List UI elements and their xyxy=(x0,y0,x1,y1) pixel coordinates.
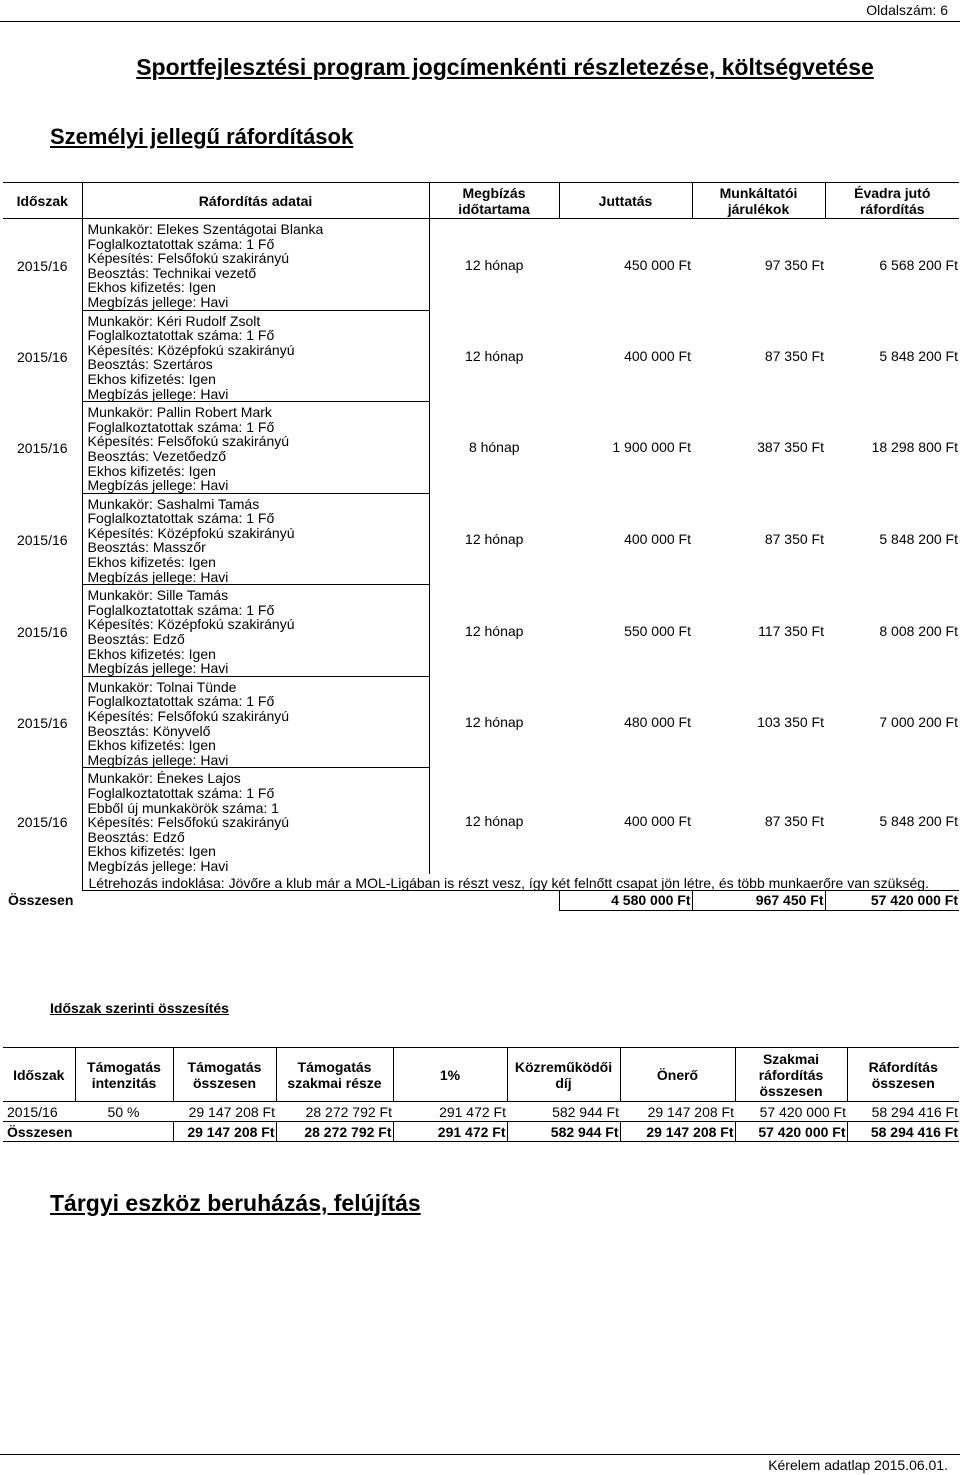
row-period: 2015/16 xyxy=(3,219,82,311)
page-title: Sportfejlesztési program jogcímenkénti részletezése, költségvetése xyxy=(136,54,874,80)
detail-line: Beosztás: Szertáros xyxy=(87,356,213,373)
detail-line: Megbízás jellege: Havi xyxy=(87,660,229,677)
detail-line: Megbízás jellege: Havi xyxy=(87,477,229,494)
row-duration: 12 hónap xyxy=(465,714,524,731)
summary-one-percent: 291 472 Ft xyxy=(439,1103,506,1120)
summary-section-title: Időszak szerinti összesítés xyxy=(50,1000,229,1016)
detail-line: Munkakör: Elekes Szentágotai Blanka xyxy=(87,221,324,237)
detail-line: Képesítés: Középfokú szakirányú xyxy=(87,524,295,541)
table-row xyxy=(3,493,959,585)
summary-period: 2015/16 xyxy=(7,1103,58,1120)
detail-line: Munkakör: Pallin Robert Mark xyxy=(87,404,272,421)
detail-line: Ekhos kifizetés: Igen xyxy=(87,737,216,754)
detail-line: Beosztás: Masszőr xyxy=(87,539,206,556)
row-duration: 12 hónap xyxy=(465,530,524,547)
summary-total-professional-costs: 57 420 000 Ft xyxy=(735,1122,847,1142)
row-season-cost: 5 848 200 Ft xyxy=(879,812,958,829)
row-salary: 400 000 Ft xyxy=(624,347,691,364)
detail-line: Képesítés: Középfokú szakirányú xyxy=(87,341,295,358)
header-details: Ráfordítás adatai xyxy=(82,183,429,219)
detail-line: Képesítés: Középfokú szakirányú xyxy=(87,616,295,633)
summary-header-row xyxy=(3,1048,959,1102)
section-title-personnel: Személyi jellegű ráfordítások xyxy=(50,124,354,149)
row-duration: 8 hónap xyxy=(468,439,520,456)
header-contributions: Munkáltatói járulékok xyxy=(692,183,825,219)
footer-divider xyxy=(0,1454,960,1455)
summary-header-professional-costs: Szakmai ráfordítás összesen xyxy=(735,1048,847,1102)
row-salary: 480 000 Ft xyxy=(624,714,691,731)
row-season-cost: 7 000 200 Ft xyxy=(879,714,958,731)
row-period: 2015/16 xyxy=(3,768,82,874)
header-duration: Megbízás időtartama xyxy=(429,183,559,219)
detail-line: Beosztás: Technikai vezető xyxy=(87,264,257,281)
row-period: 2015/16 xyxy=(3,493,82,585)
detail-line: Képesítés: Felsőfokú szakirányú xyxy=(87,708,290,724)
summary-total-intermediary-fee: 582 944 Ft xyxy=(507,1122,620,1142)
row-salary: 400 000 Ft xyxy=(624,530,691,547)
summary-header-one-percent: 1% xyxy=(393,1048,507,1102)
summary-support-total: 29 147 208 Ft xyxy=(188,1103,275,1120)
detail-line: Beosztás: Könyvelő xyxy=(87,722,211,739)
detail-line: Képesítés: Felsőfokú szakirányú xyxy=(87,250,290,267)
detail-line: Megbízás jellege: Havi xyxy=(87,293,229,310)
row-season-cost: 5 848 200 Ft xyxy=(879,530,958,547)
row-duration: 12 hónap xyxy=(465,347,524,364)
summary-intensity: 50 % xyxy=(107,1103,140,1120)
detail-line: Foglalkoztatottak száma: 1 Fő xyxy=(87,418,275,435)
detail-line: Munkakör: Énekes Lajos xyxy=(87,770,241,787)
detail-line: Ekhos kifizetés: Igen xyxy=(87,554,216,571)
personnel-total-row xyxy=(3,890,959,910)
row-contributions: 87 350 Ft xyxy=(764,812,824,829)
detail-line: Képesítés: Felsőfokú szakirányú xyxy=(87,814,290,831)
row-duration: 12 hónap xyxy=(465,256,524,273)
row-period: 2015/16 xyxy=(3,310,82,402)
detail-line: Ekhos kifizetés: Igen xyxy=(87,462,216,479)
detail-line: Munkakör: Tolnai Tünde xyxy=(87,678,237,695)
detail-line: Megbízás jellege: Havi xyxy=(87,857,229,874)
summary-header-support-professional: Támogatás szakmai része xyxy=(276,1048,393,1102)
table-header-row xyxy=(3,183,959,219)
total-season-cost: 57 420 000 Ft xyxy=(825,890,959,910)
detail-line: Foglalkoztatottak száma: 1 Fő xyxy=(87,235,275,252)
detail-line: Munkakör: Sille Tamás xyxy=(87,587,229,604)
table-row xyxy=(3,402,959,494)
summary-professional-costs: 57 420 000 Ft xyxy=(759,1103,846,1120)
row-salary: 550 000 Ft xyxy=(624,622,691,639)
row-season-cost: 6 568 200 Ft xyxy=(879,256,958,273)
detail-line: Foglalkoztatottak száma: 1 Fő xyxy=(87,693,275,710)
row-season-cost: 18 298 800 Ft xyxy=(871,439,958,456)
row-details xyxy=(82,768,429,874)
table-row xyxy=(3,310,959,402)
summary-header-period: Időszak xyxy=(3,1048,75,1102)
summary-total-one-percent: 291 472 Ft xyxy=(393,1122,507,1142)
detail-line: Megbízás jellege: Havi xyxy=(87,568,229,585)
detail-line: Képesítés: Felsőfokú szakirányú xyxy=(87,433,290,450)
summary-intermediary-fee: 582 944 Ft xyxy=(552,1103,619,1120)
row-period: 2015/16 xyxy=(3,676,82,768)
row-details xyxy=(82,493,429,585)
summary-support-professional: 28 272 792 Ft xyxy=(305,1103,392,1120)
justification-row xyxy=(3,874,959,891)
table-row xyxy=(3,219,959,311)
row-contributions: 117 350 Ft xyxy=(758,622,824,639)
detail-line: Beosztás: Vezetőedző xyxy=(87,447,227,464)
row-salary: 400 000 Ft xyxy=(624,812,691,829)
total-contributions: 967 450 Ft xyxy=(692,890,825,910)
detail-line: Munkakör: Sashalmi Tamás xyxy=(87,495,260,512)
summary-total-support-professional: 28 272 792 Ft xyxy=(276,1122,393,1142)
detail-line: Munkakör: Kéri Rudolf Zsolt xyxy=(87,312,261,329)
header-salary: Juttatás xyxy=(559,183,692,219)
header-period: Időszak xyxy=(3,183,82,219)
row-period: 2015/16 xyxy=(3,402,82,494)
detail-line: Megbízás jellege: Havi xyxy=(87,751,229,768)
summary-total-costs-total: 58 294 416 Ft xyxy=(847,1122,959,1142)
row-duration: 12 hónap xyxy=(465,622,524,639)
summary-header-own-contribution: Önerő xyxy=(620,1048,735,1102)
summary-total-own-contribution: 29 147 208 Ft xyxy=(620,1122,735,1142)
detail-line: Ebből új munkakörök száma: 1 xyxy=(87,799,279,816)
summary-header-costs-total: Ráfordítás összesen xyxy=(847,1048,959,1102)
row-contributions: 97 350 Ft xyxy=(764,256,824,273)
row-salary: 1 900 000 Ft xyxy=(612,439,691,456)
row-salary: 450 000 Ft xyxy=(624,256,691,273)
section-title-assets: Tárgyi eszköz beruházás, felújítás xyxy=(50,1190,421,1216)
row-contributions: 87 350 Ft xyxy=(764,347,824,364)
summary-header-support-total: Támogatás összesen xyxy=(173,1048,276,1102)
row-season-cost: 5 848 200 Ft xyxy=(879,347,958,364)
page-number: Oldalszám: 6 xyxy=(866,2,948,18)
summary-total-support-total: 29 147 208 Ft xyxy=(173,1122,276,1142)
total-salary: 4 580 000 Ft xyxy=(559,890,692,910)
row-details xyxy=(82,310,429,402)
detail-line: Foglalkoztatottak száma: 1 Fő xyxy=(87,327,275,344)
summary-own-contribution: 29 147 208 Ft xyxy=(647,1103,734,1120)
row-period: 2015/16 xyxy=(3,585,82,677)
personnel-costs-table xyxy=(3,182,959,911)
detail-line: Beosztás: Edző xyxy=(87,828,185,845)
table-row xyxy=(3,676,959,768)
table-row xyxy=(3,768,959,874)
row-duration: 12 hónap xyxy=(465,812,524,829)
detail-line: Foglalkoztatottak száma: 1 Fő xyxy=(87,784,275,801)
justification-text: Létrehozás indoklása: Jövőre a klub már a MOL-Ligában is részt vesz, így két felnőtt csapat jön létre, és több munkaerőre van szükség. xyxy=(82,874,959,891)
row-details xyxy=(82,585,429,677)
detail-line: Ekhos kifizetés: Igen xyxy=(87,370,216,387)
detail-line: Megbízás jellege: Havi xyxy=(87,385,229,402)
total-label: Összesen xyxy=(8,892,74,909)
detail-line: Foglalkoztatottak száma: 1 Fő xyxy=(87,510,275,527)
detail-line: Foglalkoztatottak száma: 1 Fő xyxy=(87,601,275,618)
summary-header-intermediary-fee: Közreműködői díj xyxy=(507,1048,620,1102)
period-summary-table xyxy=(3,1047,959,1142)
row-season-cost: 8 008 200 Ft xyxy=(879,622,958,639)
row-contributions: 387 350 Ft xyxy=(757,439,824,456)
summary-costs-total: 58 294 416 Ft xyxy=(871,1103,958,1120)
summary-data-row xyxy=(3,1102,959,1122)
row-details xyxy=(82,402,429,494)
detail-line: Beosztás: Edző xyxy=(87,631,185,648)
row-details xyxy=(82,219,429,311)
detail-line: Ekhos kifizetés: Igen xyxy=(87,843,216,860)
detail-line: Ekhos kifizetés: Igen xyxy=(87,279,216,296)
detail-line: Ekhos kifizetés: Igen xyxy=(87,645,216,662)
header-divider xyxy=(0,21,960,22)
row-details xyxy=(82,676,429,768)
row-contributions: 103 350 Ft xyxy=(757,714,824,731)
row-contributions: 87 350 Ft xyxy=(764,530,824,547)
header-season-cost: Évadra jutó ráfordítás xyxy=(825,183,959,219)
summary-total-label: Összesen xyxy=(3,1122,173,1142)
footer-text: Kérelem adatlap 2015.06.01. xyxy=(768,1457,948,1473)
table-row xyxy=(3,585,959,677)
summary-header-intensity: Támogatás intenzitás xyxy=(75,1048,173,1102)
summary-total-row xyxy=(3,1122,959,1142)
